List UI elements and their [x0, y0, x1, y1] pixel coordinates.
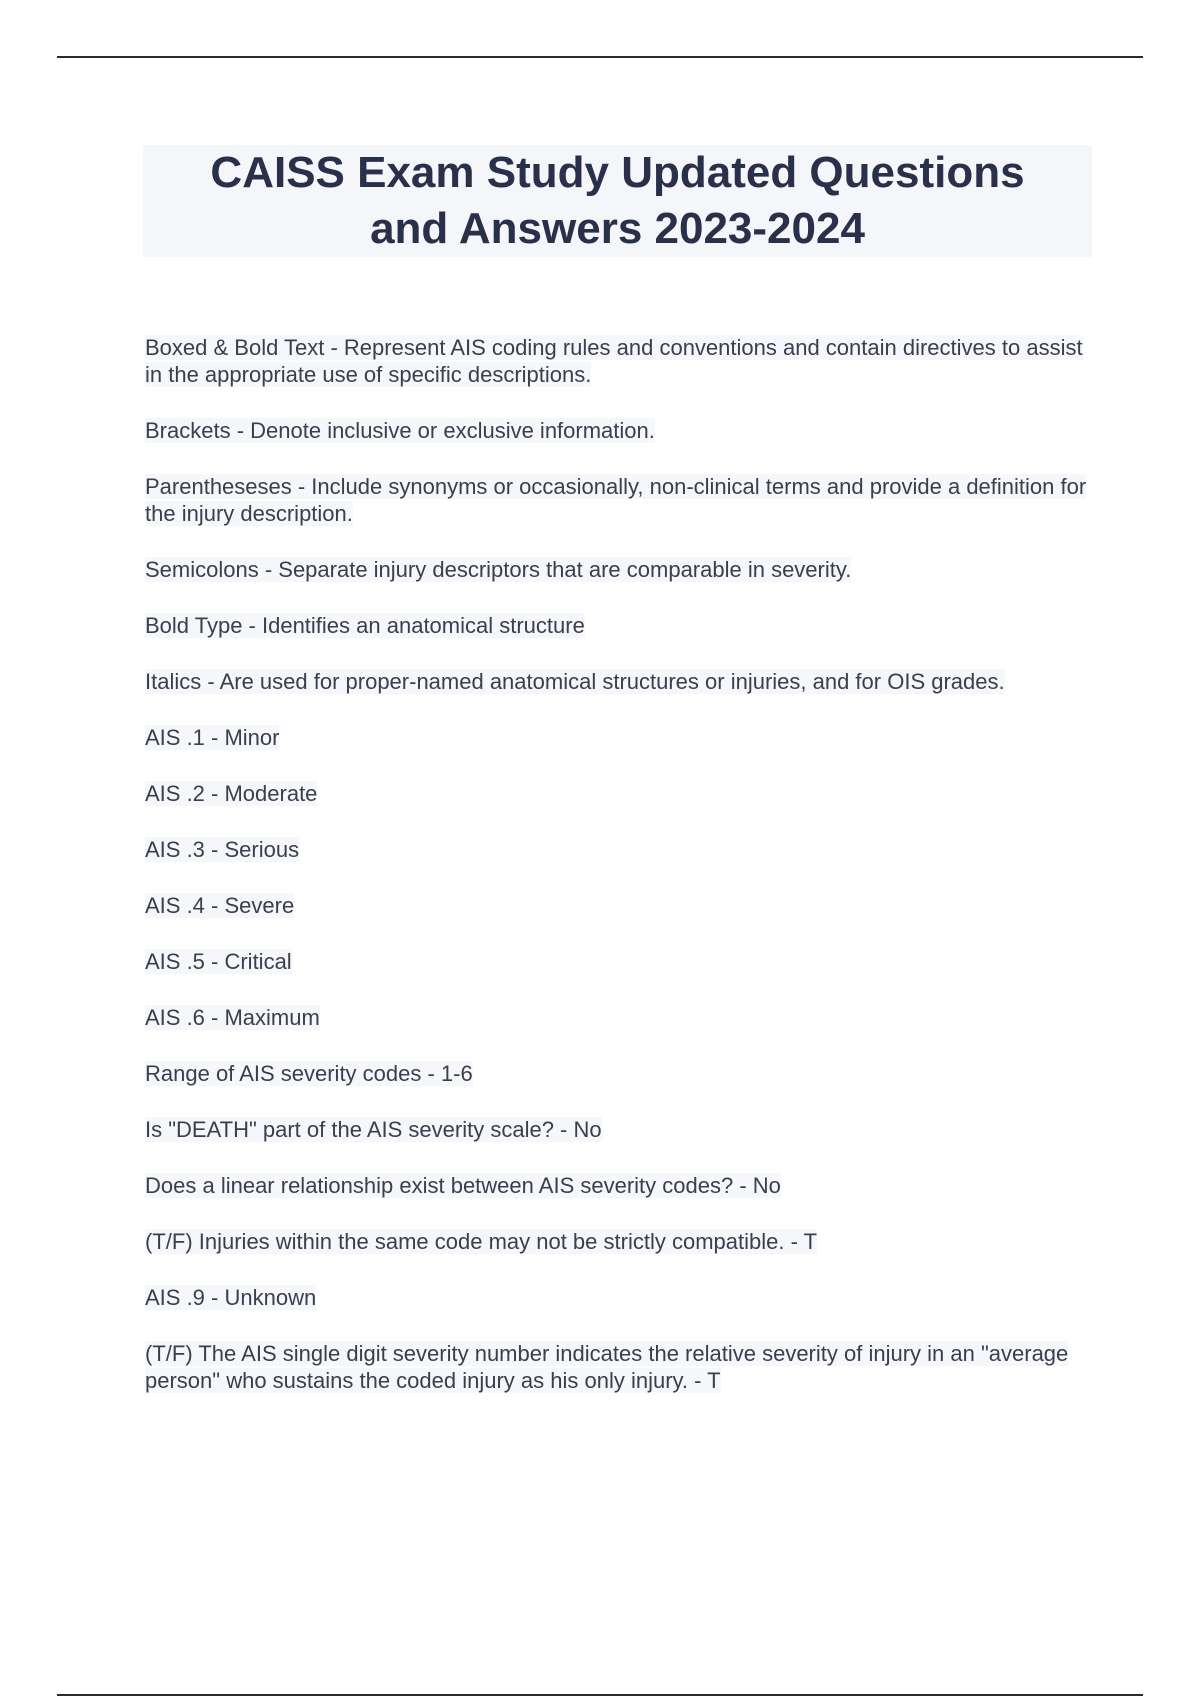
list-item: Brackets - Denote inclusive or exclusive information.	[145, 418, 655, 443]
list-item: Is "DEATH" part of the AIS severity scale? - No	[145, 1117, 602, 1142]
list-item: Italics - Are used for proper-named anatomical structures or injuries, and for OIS grades.	[145, 669, 1005, 694]
list-item: AIS .1 - Minor	[145, 725, 280, 750]
list-item: AIS .4 - Severe	[145, 893, 295, 918]
qa-list	[145, 312, 1095, 1423]
list-item: AIS .3 - Serious	[145, 837, 300, 862]
list-item: Does a linear relationship exist between AIS severity codes? - No	[145, 1173, 781, 1198]
list-item: Bold Type - Identifies an anatomical structure	[145, 613, 585, 638]
list-item: Range of AIS severity codes - 1-6	[145, 1061, 473, 1086]
list-item: (T/F) The AIS single digit severity number indicates the relative severity of injury in an "average person" who sustains the coded injury as his only injury. - T	[145, 1341, 1069, 1393]
list-item: Boxed & Bold Text - Represent AIS coding rules and conventions and contain directives to assist in the appropriate use of specific descriptions.	[145, 335, 1083, 387]
list-item: AIS .2 - Moderate	[145, 781, 318, 806]
page-title	[210, 145, 1024, 257]
title-line-2: and Answers 2023-2024	[370, 204, 865, 253]
list-item: Semicolons - Separate injury descriptors that are comparable in severity.	[145, 557, 852, 582]
bottom-rule	[57, 1694, 1143, 1696]
list-item: AIS .6 - Maximum	[145, 1005, 320, 1030]
title-line-1: CAISS Exam Study Updated Questions	[210, 148, 1025, 197]
list-item: (T/F) Injuries within the same code may not be strictly compatible. - T	[145, 1229, 818, 1254]
list-item: Parentheseses - Include synonyms or occasionally, non-clinical terms and provide a definition for the injury description.	[145, 474, 1087, 526]
list-item: AIS .9 - Unknown	[145, 1285, 317, 1310]
list-item: AIS .5 - Critical	[145, 949, 292, 974]
top-rule	[57, 56, 1143, 58]
title-box	[143, 145, 1092, 257]
